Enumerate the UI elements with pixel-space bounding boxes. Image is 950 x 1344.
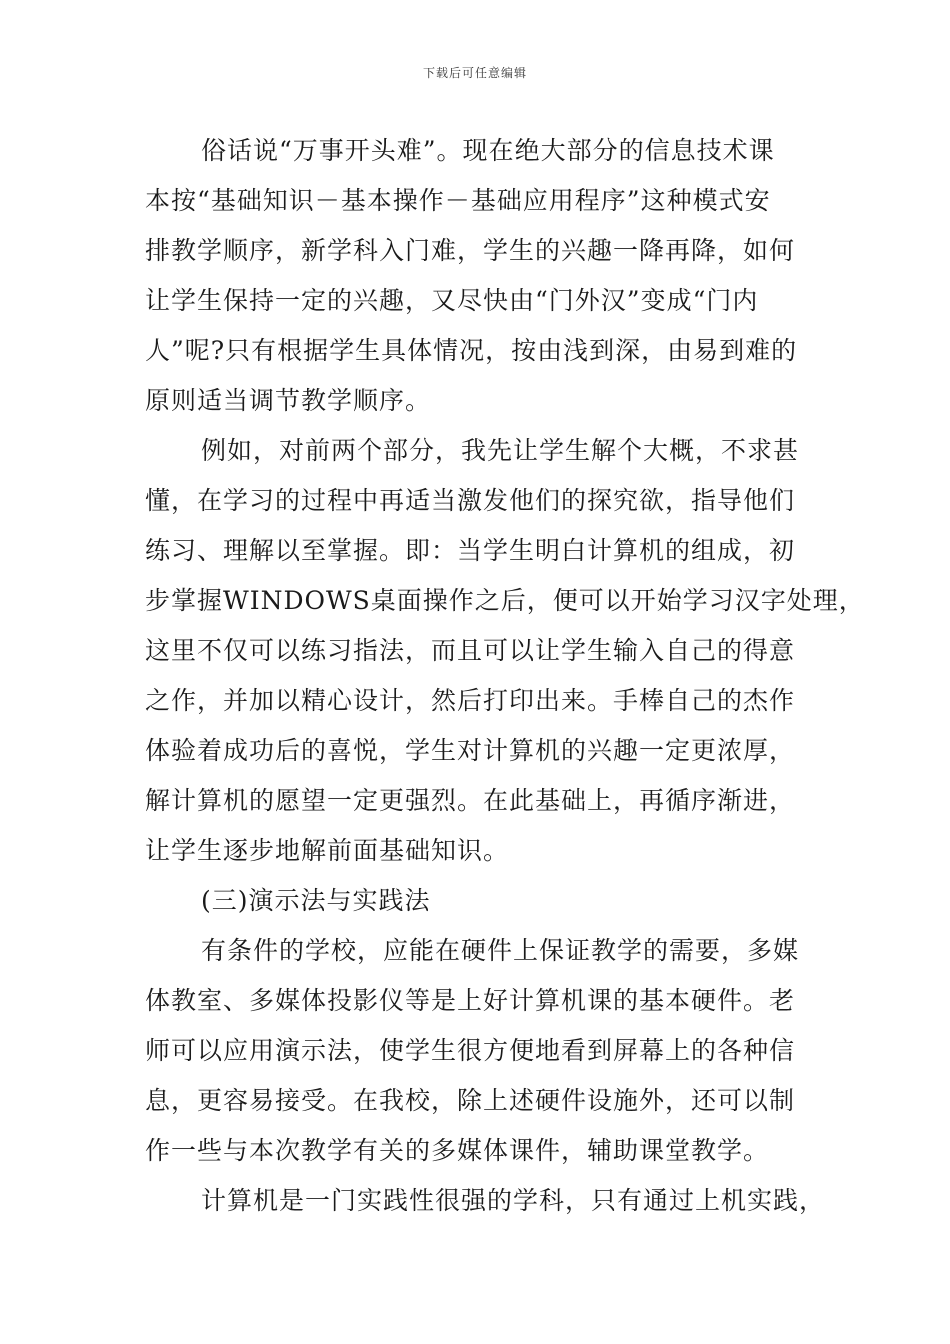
text-line: 例如，对前两个部分，我先让学生解个大概，不求甚 xyxy=(201,436,800,465)
text-line: 练习、理解以至掌握。即：当学生明白计算机的组成，初 xyxy=(145,536,796,565)
text-line: 本按“基础知识－基本操作－基础应用程序”这种模式安 xyxy=(145,186,771,215)
text-line: 有条件的学校，应能在硬件上保证教学的需要，多媒 xyxy=(201,936,800,965)
text-line: 俗话说“万事开头难”。现在绝大部分的信息技术课 xyxy=(201,136,775,165)
text-line: (三)演示法与实践法 xyxy=(201,886,431,915)
text-line: 解计算机的愿望一定更强烈。在此基础上，再循序渐进， xyxy=(145,786,796,815)
text-line: 让学生保持一定的兴趣，又尽快由“门外汉”变成“门内 xyxy=(145,286,759,315)
text-line: 懂，在学习的过程中再适当激发他们的探究欲，指导他们 xyxy=(145,486,796,515)
text-line: 之作，并加以精心设计，然后打印出来。手棒自己的杰作 xyxy=(145,686,796,715)
text-line: 息，更容易接受。在我校，除上述硬件设施外，还可以制 xyxy=(145,1086,796,1115)
text-line: 原则适当调节教学顺序。 xyxy=(145,386,432,415)
text-line: 让学生逐步地解前面基础知识。 xyxy=(145,836,510,865)
text-line: 人”呢?只有根据学生具体情况，按由浅到深，由易到难的 xyxy=(145,336,798,365)
text-line: 体教室、多媒体投影仪等是上好计算机课的基本硬件。老 xyxy=(145,986,796,1015)
page-header: 下载后可任意编辑 xyxy=(422,66,527,80)
text-line: 这里不仅可以练习指法，而且可以让学生输入自己的得意 xyxy=(145,636,796,665)
text-line: 计算机是一门实践性很强的学科，只有通过上机实践， xyxy=(201,1186,826,1215)
text-line: 排教学顺序，新学科入门难，学生的兴趣一降再降，如何 xyxy=(145,236,796,265)
document-body xyxy=(145,126,865,1226)
text-line: 体验着成功后的喜悦，学生对计算机的兴趣一定更浓厚， xyxy=(145,736,796,765)
text-line: 师可以应用演示法，使学生很方便地看到屏幕上的各种信 xyxy=(145,1036,796,1065)
text-line: 作一些与本次教学有关的多媒体课件，辅助课堂教学。 xyxy=(145,1136,770,1165)
text-line: 步掌握WINDOWS桌面操作之后，便可以开始学习汉字处理， xyxy=(145,586,865,615)
